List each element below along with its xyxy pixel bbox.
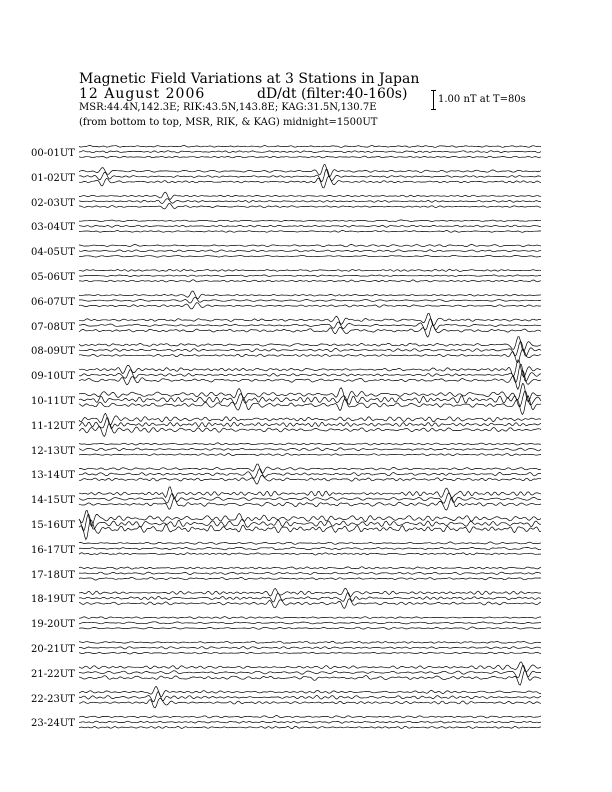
- trace-13-14UT-MSR: [79, 475, 541, 484]
- trace-09-10UT-MSR: [79, 370, 541, 389]
- hour-label: 04-05UT: [31, 247, 75, 259]
- hour-label: 21-22UT: [31, 668, 75, 680]
- trace-13-14UT-KAG: [79, 464, 541, 473]
- chart-filter: dD/dt (filter:40-160s): [257, 86, 408, 102]
- hour-label: 10-11UT: [31, 396, 75, 407]
- hour-label: 13-14UT: [31, 470, 75, 482]
- trace-06-07UT-KAG: [79, 291, 541, 299]
- trace-09-10UT-RIK: [79, 364, 541, 382]
- trace-14-15UT-RIK: [79, 493, 541, 503]
- hour-label: 19-20UT: [31, 619, 75, 631]
- trace-00-01UT-KAG: [79, 145, 541, 147]
- trace-03-04UT-MSR: [79, 230, 541, 232]
- trace-23-24UT-RIK: [79, 721, 541, 723]
- trace-18-19UT-KAG: [79, 588, 541, 597]
- trace-20-21UT-MSR: [79, 652, 541, 654]
- trace-00-01UT-RIK: [79, 151, 541, 153]
- trace-17-18UT-MSR: [79, 577, 541, 580]
- trace-08-09UT-RIK: [79, 342, 541, 357]
- trace-16-17UT-KAG: [79, 542, 541, 544]
- chart-title: Magnetic Field Variations at 3 Stations in Japan: [79, 71, 420, 87]
- trace-18-19UT-MSR: [79, 599, 541, 609]
- trace-05-06UT-RIK: [79, 275, 541, 277]
- trace-00-01UT-MSR: [79, 156, 541, 158]
- hour-label: 09-10UT: [31, 371, 75, 383]
- trace-07-08UT-KAG: [79, 313, 541, 326]
- trace-17-18UT-RIK: [79, 572, 541, 575]
- trace-22-23UT-MSR: [79, 698, 541, 708]
- trace-04-05UT-RIK: [79, 250, 541, 252]
- trace-02-03UT-RIK: [79, 199, 541, 204]
- hour-label: 20-21UT: [31, 644, 75, 655]
- hour-label: 01-02UT: [31, 172, 75, 184]
- hour-label: 06-07UT: [31, 296, 75, 308]
- trace-12-13UT-RIK: [79, 448, 541, 451]
- trace-01-02UT-KAG: [79, 165, 541, 177]
- trace-04-05UT-MSR: [79, 255, 541, 257]
- hour-label: 22-23UT: [31, 693, 75, 705]
- trace-03-04UT-KAG: [79, 220, 541, 222]
- trace-19-20UT-RIK: [79, 622, 541, 624]
- trace-14-15UT-KAG: [79, 487, 541, 499]
- trace-09-10UT-KAG: [79, 360, 541, 377]
- trace-11-12UT-KAG: [79, 413, 541, 425]
- trace-03-04UT-RIK: [79, 225, 541, 227]
- trace-01-02UT-RIK: [79, 169, 541, 182]
- trace-17-18UT-KAG: [79, 567, 541, 569]
- trace-23-24UT-MSR: [79, 726, 541, 728]
- trace-05-06UT-KAG: [79, 269, 541, 271]
- hour-label: 15-16UT: [31, 520, 75, 531]
- trace-05-06UT-MSR: [79, 280, 541, 282]
- trace-20-21UT-RIK: [79, 647, 541, 650]
- scale-label: 1.00 nT at T=80s: [438, 94, 526, 105]
- hour-label: 07-08UT: [31, 321, 75, 333]
- chart-date: 12 August 2006: [79, 86, 206, 102]
- trace-02-03UT-MSR: [79, 203, 541, 209]
- trace-21-22UT-KAG: [79, 662, 541, 672]
- hour-label: 00-01UT: [31, 148, 75, 159]
- hour-label: 16-17UT: [31, 544, 75, 556]
- trace-19-20UT-MSR: [79, 627, 541, 629]
- trace-04-05UT-KAG: [79, 244, 541, 246]
- trace-18-19UT-RIK: [79, 592, 541, 602]
- trace-15-16UT-KAG: [79, 510, 541, 526]
- hour-label: 11-12UT: [31, 420, 75, 432]
- trace-12-13UT-KAG: [79, 443, 541, 445]
- trace-16-17UT-RIK: [79, 547, 541, 550]
- hour-label: 12-13UT: [31, 445, 75, 457]
- hour-label: 18-19UT: [31, 594, 75, 606]
- trace-06-07UT-MSR: [79, 303, 541, 309]
- hour-label: 02-03UT: [31, 197, 75, 209]
- station-coordinates: MSR:44.4N,142.3E; RIK:43.5N,143.8E; KAG:31.5N,130.7E: [79, 102, 377, 113]
- trace-12-13UT-MSR: [79, 454, 541, 456]
- trace-13-14UT-RIK: [79, 469, 541, 478]
- trace-01-02UT-MSR: [79, 176, 541, 188]
- trace-16-17UT-MSR: [79, 553, 541, 555]
- trace-23-24UT-KAG: [79, 716, 541, 718]
- trace-19-20UT-KAG: [79, 617, 541, 619]
- hour-label: 08-09UT: [31, 346, 75, 358]
- hour-label: 17-18UT: [31, 569, 75, 581]
- hour-label: 05-06UT: [31, 272, 75, 283]
- hour-label: 23-24UT: [31, 718, 75, 730]
- trace-02-03UT-KAG: [79, 192, 541, 199]
- trace-06-07UT-RIK: [79, 297, 541, 303]
- hour-label: 14-15UT: [31, 495, 75, 507]
- trace-order-note: (from bottom to top, MSR, RIK, & KAG) midnight=1500UT: [79, 117, 378, 128]
- trace-20-21UT-KAG: [79, 641, 541, 643]
- hour-label: 03-04UT: [31, 222, 75, 234]
